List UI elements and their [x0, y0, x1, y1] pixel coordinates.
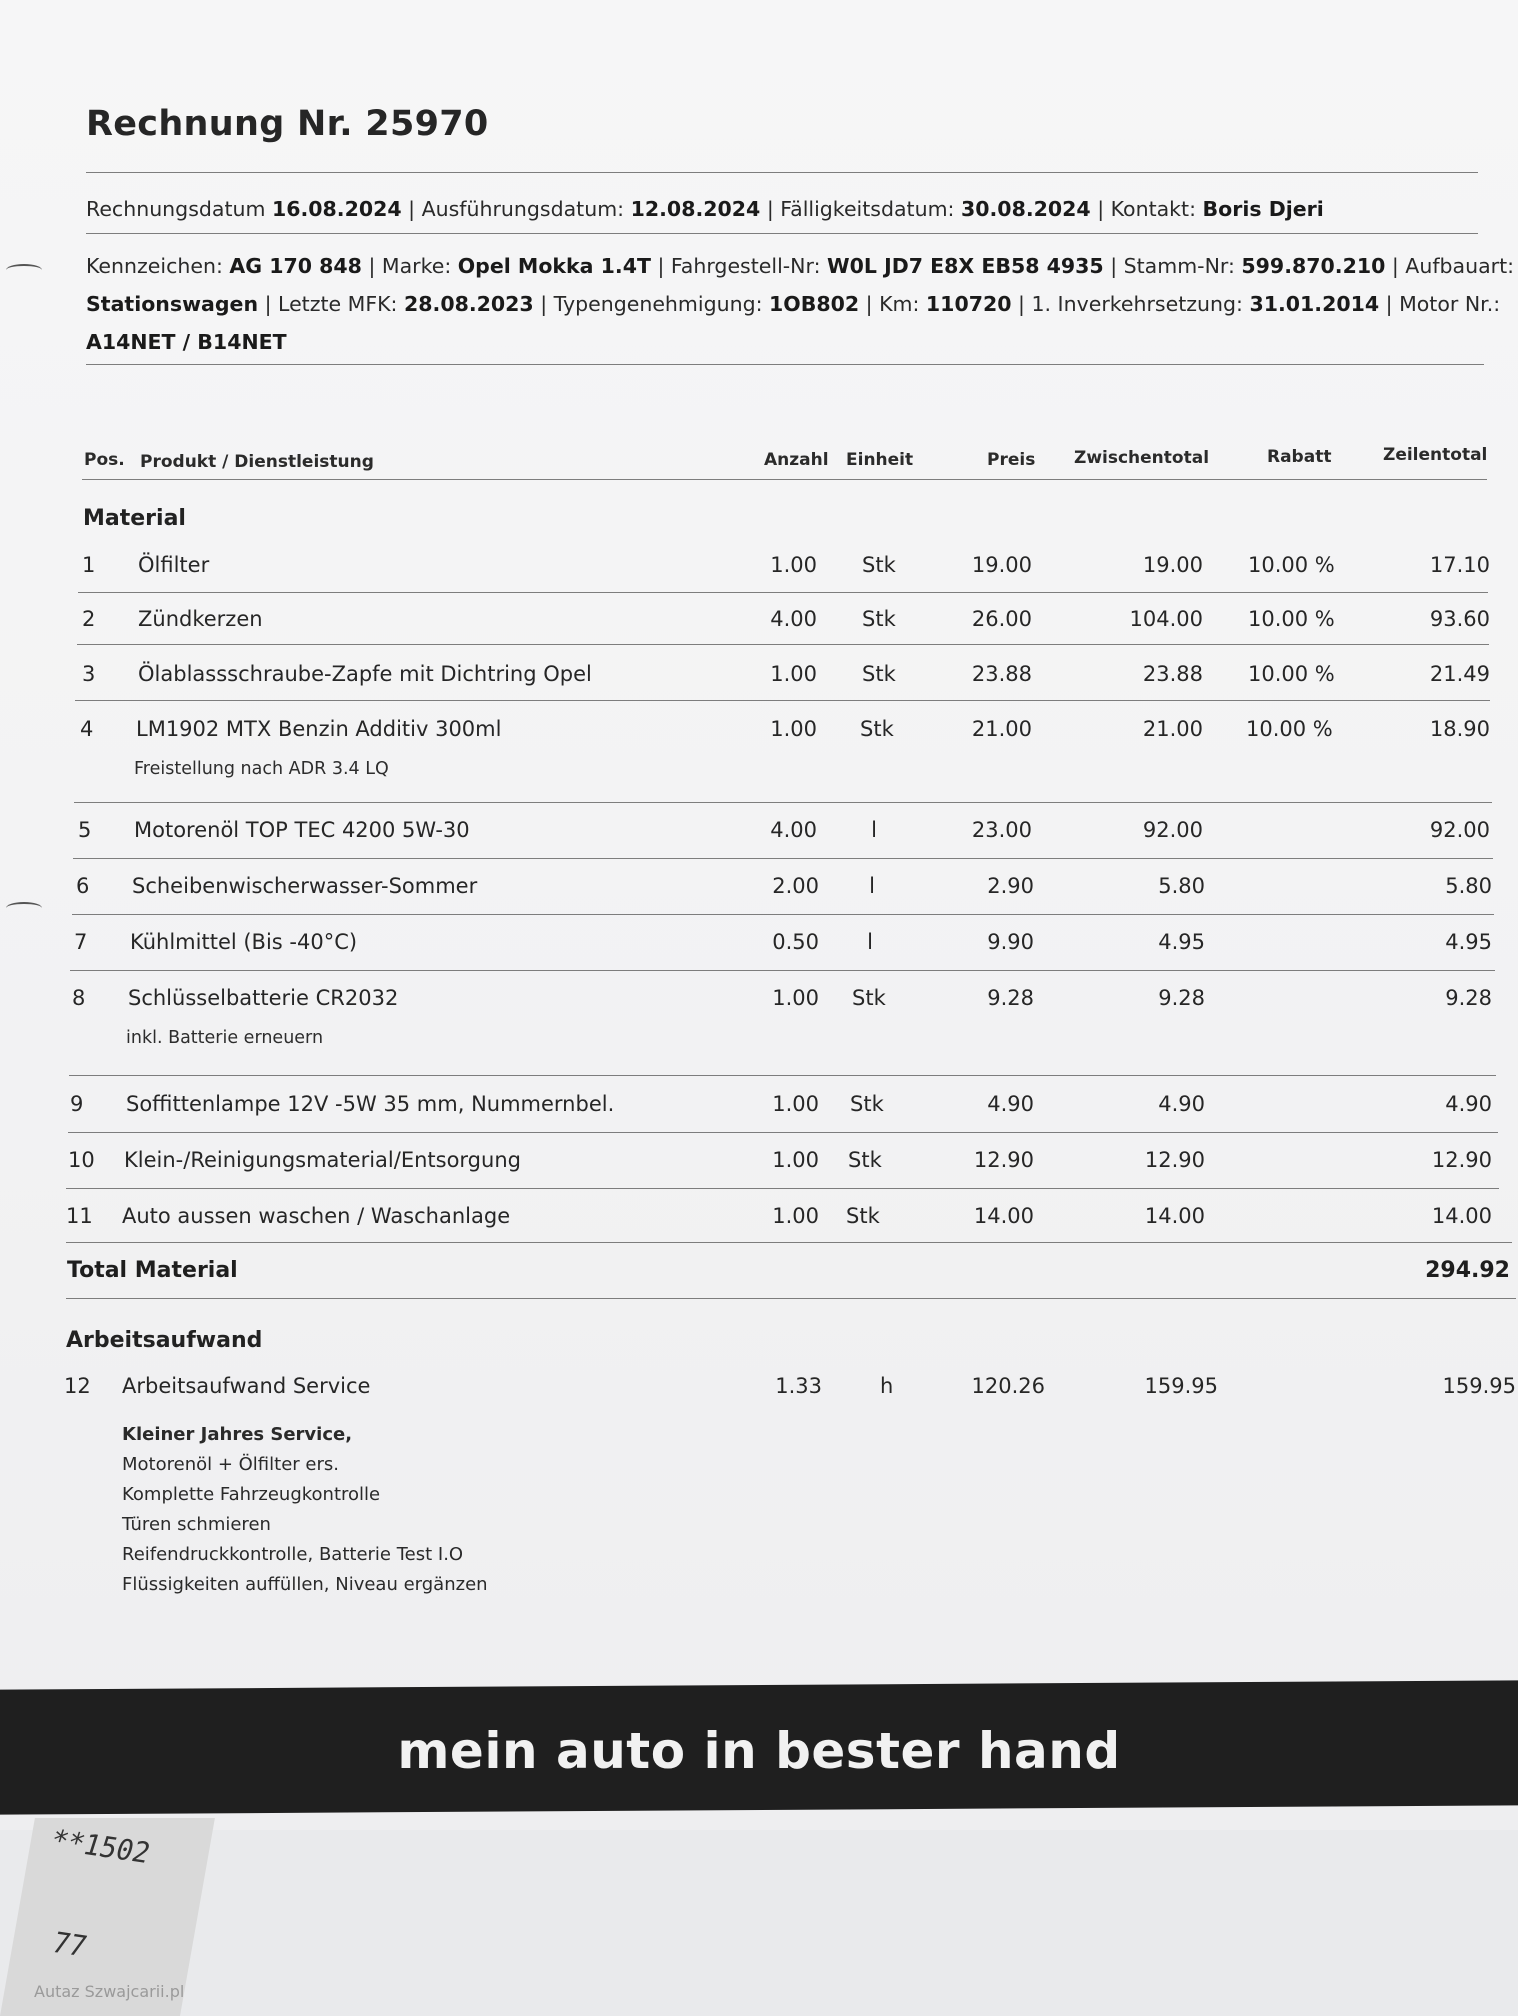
stamm-number: 599.870.210	[1241, 254, 1386, 278]
cell-pos: 10	[68, 1148, 95, 1172]
cell-product: Auto aussen waschen / Waschanlage	[122, 1204, 511, 1228]
vehicle-info	[86, 247, 1514, 361]
cell-subtotal: 4.95	[1158, 930, 1205, 954]
header-unit: Einheit	[846, 450, 914, 470]
cell-pos: 5	[78, 818, 92, 842]
divider	[82, 479, 1487, 480]
cell-quantity: 1.33	[775, 1374, 822, 1398]
meta-label: Kennzeichen:	[86, 254, 230, 278]
body-type: Stationswagen	[86, 292, 259, 316]
description-line: Reifendruckkontrolle, Batterie Test I.O	[122, 1544, 464, 1565]
type-approval: 1OB802	[769, 292, 860, 316]
slogan-text: mein auto in bester hand	[397, 1722, 1121, 1780]
cell-pos: 11	[66, 1204, 93, 1228]
cell-pos: 2	[82, 607, 96, 631]
cell-line-total: 92.00	[1429, 818, 1490, 842]
cell-price: 23.00	[971, 818, 1032, 842]
cell-line-total: 18.90	[1429, 717, 1490, 741]
divider	[74, 802, 1492, 803]
cell-unit: Stk	[852, 986, 886, 1010]
cell-pos: 4	[80, 717, 94, 741]
cell-pos: 6	[76, 874, 90, 898]
cell-product: Arbeitsaufwand Service	[122, 1374, 371, 1398]
meta-label: | 1. Inverkehrsetzung:	[1011, 292, 1250, 316]
cell-subtotal: 21.00	[1142, 717, 1203, 741]
cell-unit: Stk	[848, 1148, 882, 1172]
receipt-number: **1502	[46, 1823, 155, 1870]
cell-discount: 10.00 %	[1248, 607, 1335, 631]
cell-price: 26.00	[971, 607, 1032, 631]
cell-line-total: 14.00	[1431, 1204, 1492, 1228]
meta-label: | Stamm-Nr:	[1103, 254, 1242, 278]
paper-clip-mark	[6, 264, 42, 276]
table-row	[0, 1374, 1518, 1404]
divider	[68, 1132, 1498, 1133]
meta-label: | Motor Nr.:	[1379, 292, 1501, 316]
divider	[75, 700, 1490, 701]
section-labor-heading: Arbeitsaufwand	[66, 1328, 263, 1353]
cell-quantity: 2.00	[772, 874, 819, 898]
cell-line-total: 159.95	[1442, 1374, 1516, 1398]
cell-unit: Stk	[850, 1092, 884, 1116]
table-row	[0, 986, 1518, 1016]
cell-unit: Stk	[860, 717, 894, 741]
cell-price: 23.88	[971, 662, 1032, 686]
divider	[73, 858, 1493, 859]
cell-unit: Stk	[862, 607, 896, 631]
table-row	[0, 1148, 1518, 1178]
cell-pos: 12	[64, 1374, 91, 1398]
cell-price: 120.26	[971, 1374, 1045, 1398]
cell-unit: Stk	[862, 662, 896, 686]
header-discount: Rabatt	[1267, 447, 1332, 467]
cell-pos: 8	[72, 986, 86, 1010]
total-material-label: Total Material	[67, 1258, 238, 1283]
cell-line-total: 4.90	[1445, 1092, 1492, 1116]
total-material-value: 294.92	[1425, 1258, 1510, 1283]
meta-label: | Ausführungsdatum:	[401, 197, 631, 221]
cell-pos: 1	[82, 553, 96, 577]
divider	[77, 644, 1490, 645]
cell-price: 14.00	[973, 1204, 1034, 1228]
cell-quantity: 1.00	[772, 986, 819, 1010]
description-line: Kleiner Jahres Service,	[122, 1424, 353, 1445]
description-line: Flüssigkeiten auffüllen, Niveau ergänzen	[122, 1574, 488, 1595]
cell-subtotal: 14.00	[1144, 1204, 1205, 1228]
cell-quantity: 0.50	[772, 930, 819, 954]
cell-price: 12.90	[973, 1148, 1034, 1172]
cell-discount: 10.00 %	[1248, 553, 1335, 577]
mileage: 110720	[925, 292, 1012, 316]
invoice-date: 16.08.2024	[271, 197, 402, 221]
execution-date: 12.08.2024	[630, 197, 761, 221]
cell-product: LM1902 MTX Benzin Additiv 300ml	[136, 717, 502, 741]
header-subtotal: Zwischentotal	[1074, 448, 1210, 468]
divider	[78, 592, 1488, 593]
table-row	[0, 607, 1518, 637]
cell-unit: Stk	[846, 1204, 880, 1228]
cell-unit: Stk	[862, 553, 896, 577]
cell-price: 19.00	[971, 553, 1032, 577]
cell-product: Klein-/Reinigungsmaterial/Entsorgung	[124, 1148, 521, 1172]
cell-price: 21.00	[971, 717, 1032, 741]
header-price: Preis	[987, 450, 1036, 470]
chassis-number: W0L JD7 E8X EB58 4935	[827, 254, 1104, 278]
table-row	[0, 1204, 1518, 1234]
last-mfk: 28.08.2023	[404, 292, 534, 316]
description-line: Türen schmieren	[122, 1514, 271, 1535]
cell-discount: 10.00 %	[1246, 717, 1333, 741]
engine-number: A14NET / B14NET	[86, 330, 287, 354]
header-pos: Pos.	[84, 450, 125, 470]
cell-line-total: 12.90	[1431, 1148, 1492, 1172]
cell-discount: 10.00 %	[1248, 662, 1335, 686]
meta-label: | Letzte MFK:	[258, 292, 404, 316]
cell-product: Motorenöl TOP TEC 4200 5W-30	[134, 818, 470, 842]
cell-product: Soffittenlampe 12V -5W 35 mm, Nummernbel.	[126, 1092, 615, 1116]
cell-subtotal: 9.28	[1158, 986, 1205, 1010]
cell-line-total: 17.10	[1429, 553, 1490, 577]
item-note: Freistellung nach ADR 3.4 LQ	[134, 759, 389, 779]
cell-subtotal: 19.00	[1142, 553, 1203, 577]
meta-label: | Fälligkeitsdatum:	[760, 197, 961, 221]
invoice-dates	[86, 190, 1324, 228]
paper-clip-mark	[6, 902, 42, 914]
divider	[69, 1075, 1497, 1076]
cell-subtotal: 23.88	[1142, 662, 1203, 686]
divider	[86, 233, 1478, 234]
cell-unit: l	[867, 930, 873, 954]
cell-quantity: 1.00	[772, 1092, 819, 1116]
divider	[86, 364, 1484, 365]
header-product: Produkt / Dienstleistung	[140, 452, 374, 472]
item-note: inkl. Batterie erneuern	[126, 1028, 324, 1048]
cell-quantity: 4.00	[770, 607, 817, 631]
cell-quantity: 1.00	[772, 1148, 819, 1172]
meta-label: | Kontakt:	[1090, 197, 1203, 221]
contact-name: Boris Djeri	[1202, 197, 1324, 221]
table-row	[0, 818, 1518, 848]
cell-subtotal: 159.95	[1144, 1374, 1218, 1398]
table-row	[0, 930, 1518, 960]
cell-subtotal: 92.00	[1142, 818, 1203, 842]
meta-label: | Marke:	[361, 254, 458, 278]
cell-subtotal: 104.00	[1129, 607, 1203, 631]
cell-subtotal: 12.90	[1144, 1148, 1205, 1172]
cell-quantity: 1.00	[770, 717, 817, 741]
table-row	[0, 662, 1518, 692]
cell-unit: h	[880, 1374, 894, 1398]
cell-quantity: 1.00	[770, 662, 817, 686]
cell-line-total: 93.60	[1429, 607, 1490, 631]
cell-quantity: 4.00	[770, 818, 817, 842]
cell-line-total: 5.80	[1445, 874, 1492, 898]
divider	[66, 1298, 1516, 1299]
cell-product: Kühlmittel (Bis -40°C)	[130, 930, 358, 954]
header-quantity: Anzahl	[764, 450, 829, 470]
meta-label: | Aufbauart:	[1385, 254, 1515, 278]
meta-label: | Typengenehmigung:	[533, 292, 770, 316]
divider	[86, 172, 1478, 173]
meta-label: Rechnungsdatum	[86, 197, 272, 221]
cell-subtotal: 5.80	[1158, 874, 1205, 898]
divider	[66, 1242, 1512, 1243]
watermark-text: Autaz Szwajcarii.pl	[34, 1982, 185, 2001]
description-line: Motorenöl + Ölfilter ers.	[122, 1454, 339, 1475]
meta-label: | Fahrgestell-Nr:	[650, 254, 827, 278]
header-line-total: Zeilentotal	[1383, 445, 1488, 465]
cell-subtotal: 4.90	[1158, 1092, 1205, 1116]
cell-product: Zündkerzen	[138, 607, 263, 631]
cell-price: 4.90	[987, 1092, 1034, 1116]
receipt-number: 77	[48, 1925, 91, 1964]
cell-quantity: 1.00	[770, 553, 817, 577]
cell-pos: 7	[74, 930, 88, 954]
cell-unit: l	[869, 874, 875, 898]
divider	[70, 970, 1495, 971]
cell-line-total: 9.28	[1445, 986, 1492, 1010]
cell-product: Ölablassschraube-Zapfe mit Dichtring Opel	[138, 662, 592, 686]
cell-pos: 3	[82, 662, 96, 686]
table-row	[0, 1092, 1518, 1122]
vehicle-brand: Opel Mokka 1.4T	[457, 254, 651, 278]
cell-line-total: 21.49	[1429, 662, 1490, 686]
first-registration: 31.01.2014	[1249, 292, 1380, 316]
cell-price: 2.90	[987, 874, 1034, 898]
meta-label: | Km:	[859, 292, 926, 316]
cell-pos: 9	[70, 1092, 84, 1116]
license-plate: AG 170 848	[229, 254, 362, 278]
labor-description	[122, 1420, 488, 1600]
table-row	[0, 717, 1518, 747]
cell-price: 9.28	[987, 986, 1034, 1010]
section-material-heading: Material	[83, 506, 186, 531]
due-date: 30.08.2024	[960, 197, 1091, 221]
cell-quantity: 1.00	[772, 1204, 819, 1228]
cell-product: Scheibenwischerwasser-Sommer	[132, 874, 478, 898]
cell-price: 9.90	[987, 930, 1034, 954]
table-row	[0, 553, 1518, 583]
table-row	[0, 874, 1518, 904]
divider	[72, 914, 1495, 915]
cell-product: Schlüsselbatterie CR2032	[128, 986, 399, 1010]
cell-product: Ölfilter	[138, 553, 210, 577]
invoice-title: Rechnung Nr. 25970	[86, 104, 489, 144]
cell-unit: l	[871, 818, 877, 842]
cell-line-total: 4.95	[1445, 930, 1492, 954]
divider	[66, 1188, 1499, 1189]
description-line: Komplette Fahrzeugkontrolle	[122, 1484, 381, 1505]
